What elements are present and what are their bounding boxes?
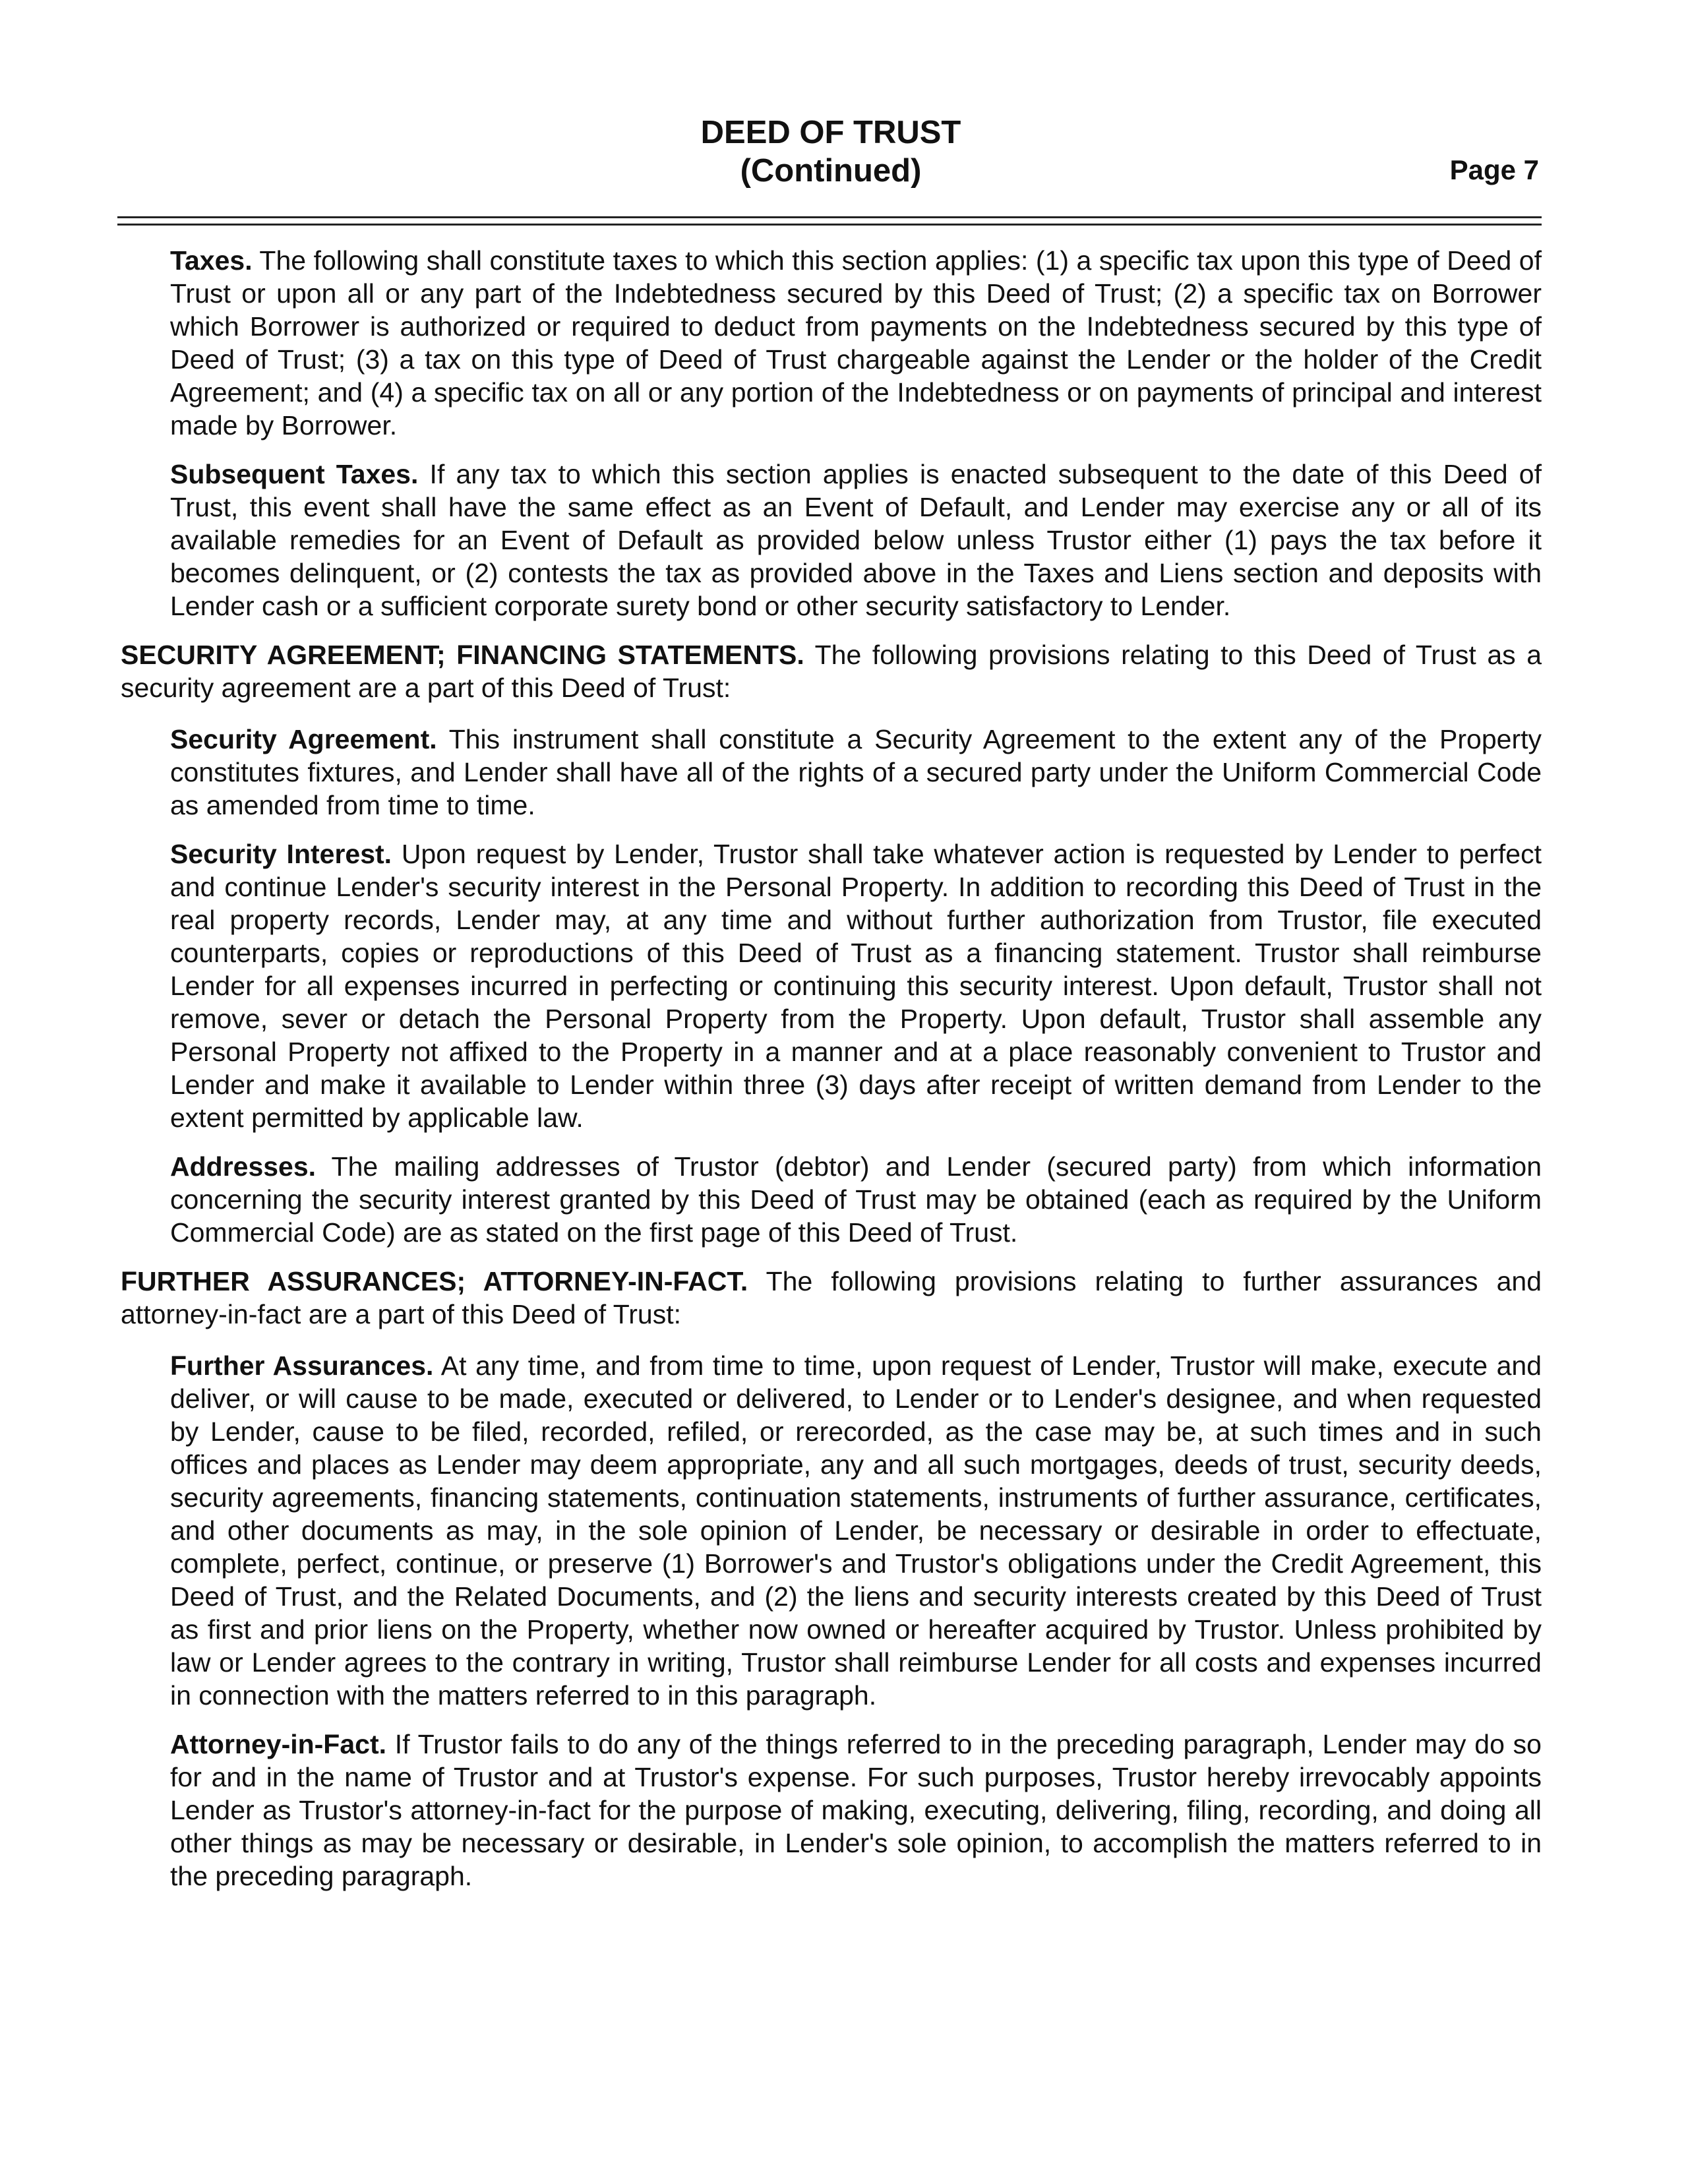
paragraph-heading: Security Interest. <box>170 839 392 869</box>
section-text: The following provisions relating to this Deed of Trust as a security agreement are a part of this Deed of Trust: <box>121 640 1542 703</box>
header-divider <box>117 216 1542 226</box>
paragraph-subsequent-taxes <box>170 458 1542 622</box>
paragraph-heading: Further Assurances. <box>170 1350 434 1381</box>
section-text: The following provisions relating to further assurances and attorney-in-fact are a part of this Deed of Trust: <box>121 1266 1542 1329</box>
paragraph-security-interest <box>170 837 1542 1134</box>
paragraph-addresses <box>170 1150 1542 1249</box>
paragraph-text: If any tax to which this section applies is enacted subsequent to the date of this Deed of Trust, this event shall have the same effect as an Event of Default, and Lender may exercise any or all of its available remedies for an Event of Default as provided below unless Trustor either (1) pays the tax before it becomes delinquent, or (2) contests the tax as provided above in the Taxes and Liens section and deposits with Lender cash or a sufficient corporate surety bond or other security satisfactory to Lender. <box>170 459 1542 621</box>
paragraph-security-agreement <box>170 723 1542 822</box>
paragraph-text: Upon request by Lender, Trustor shall take whatever action is requested by Lender to perfect and continue Lender's security interest in the Personal Property. In addition to recording this Deed of Trust in the real property records, Lender may, at any time and without further authorization from Trustor, file executed counterparts, copies or reproductions of this Deed of Trust as a financing statement. Trustor shall reimburse Lender for all expenses incurred in perfecting or continuing this security interest. Upon default, Trustor shall not remove, sever or detach the Personal Property from the Property. Upon default, Trustor shall assemble any Personal Property not affixed to the Property in a manner and at a place reasonably convenient to Trustor and Lender and make it available to Lender within three (3) days after receipt of written demand from Lender to the extent permitted by applicable law. <box>170 839 1542 1133</box>
paragraph-taxes <box>170 244 1542 442</box>
paragraph-text: At any time, and from time to time, upon request of Lender, Trustor will make, execute and deliver, or will cause to be made, executed or delivered, to Lender or to Lender's designee, and when requested by Lender, cause to be filed, recorded, refiled, or rerecorded, as the case may be, at such times and in such offices and places as Lender may deem appropriate, any and all such mortgages, deeds of trust, security deeds, security agreements, financing statements, continuation statements, instruments of further assurance, certificates, and other documents as may, in the sole opinion of Lender, be necessary or desirable in order to effectuate, complete, perfect, continue, or preserve (1) Borrower's and Trustor's obligations under the Credit Agreement, this Deed of Trust, and the Related Documents, and (2) the liens and security interests created by this Deed of Trust as first and prior liens on the Property, whether now owned or hereafter acquired by Trustor. Unless prohibited by law or Lender agrees to the contrary in writing, Trustor shall reimburse Lender for all costs and expenses incurred in connection with the matters referred to in this paragraph. <box>170 1350 1542 1711</box>
section-heading: FURTHER ASSURANCES; ATTORNEY-IN-FACT. <box>121 1266 748 1296</box>
section-heading: SECURITY AGREEMENT; FINANCING STATEMENTS. <box>121 640 804 670</box>
paragraph-heading: Security Agreement. <box>170 724 437 754</box>
paragraph-text: The mailing addresses of Trustor (debtor) and Lender (secured party) from which information concerning the security interest granted by this Deed of Trust may be obtained (each as required by the Uniform Commercial Code) are as stated on the first page of this Deed of Trust. <box>170 1151 1542 1248</box>
paragraph-text: If Trustor fails to do any of the things referred to in the preceding paragraph, Lender may do so for and in the name of Trustor and at Trustor's expense. For such purposes, Trustor hereby irrevocably appoints Lender as Trustor's attorney-in-fact for the purpose of making, executing, delivering, filing, recording, and doing all other things as may be necessary or desirable, in Lender's sole opinion, to accomplish the matters referred to in the preceding paragraph. <box>170 1729 1542 1891</box>
paragraph-heading: Taxes. <box>170 245 253 276</box>
document-title: DEED OF TRUST <box>700 115 961 150</box>
paragraph-heading: Attorney-in-Fact. <box>170 1729 386 1759</box>
paragraph-text: The following shall constitute taxes to which this section applies: (1) a specific tax upon this type of Deed of Trust or upon all or any part of the Indebtedness secured by this Deed of Trust; (2) a specific tax on Borrower which Borrower is authorized or required to deduct from payments on the Indebtedness secured by this type of Deed of Trust; (3) a tax on this type of Deed of Trust chargeable against the Lender or the holder of the Credit Agreement; and (4) a specific tax on all or any portion of the Indebtedness or on payments of principal and interest made by Borrower. <box>170 245 1542 440</box>
document-subtitle: (Continued) <box>740 153 922 189</box>
paragraph-heading: Addresses. <box>170 1151 316 1182</box>
document-header <box>0 113 1662 190</box>
document-body <box>121 244 1542 1893</box>
paragraph-text: This instrument shall constitute a Security Agreement to the extent any of the Property constitutes fixtures, and Lender shall have all of the rights of a secured party under the Uniform Commercial Code as amended from time to time. <box>170 724 1542 820</box>
paragraph-heading: Subsequent Taxes. <box>170 459 419 489</box>
section-further-assurances <box>121 1265 1542 1331</box>
paragraph-attorney-in-fact <box>170 1728 1542 1893</box>
page-number: Page 7 <box>1449 154 1539 185</box>
paragraph-further-assurances <box>170 1349 1542 1712</box>
section-security-agreement <box>121 638 1542 704</box>
